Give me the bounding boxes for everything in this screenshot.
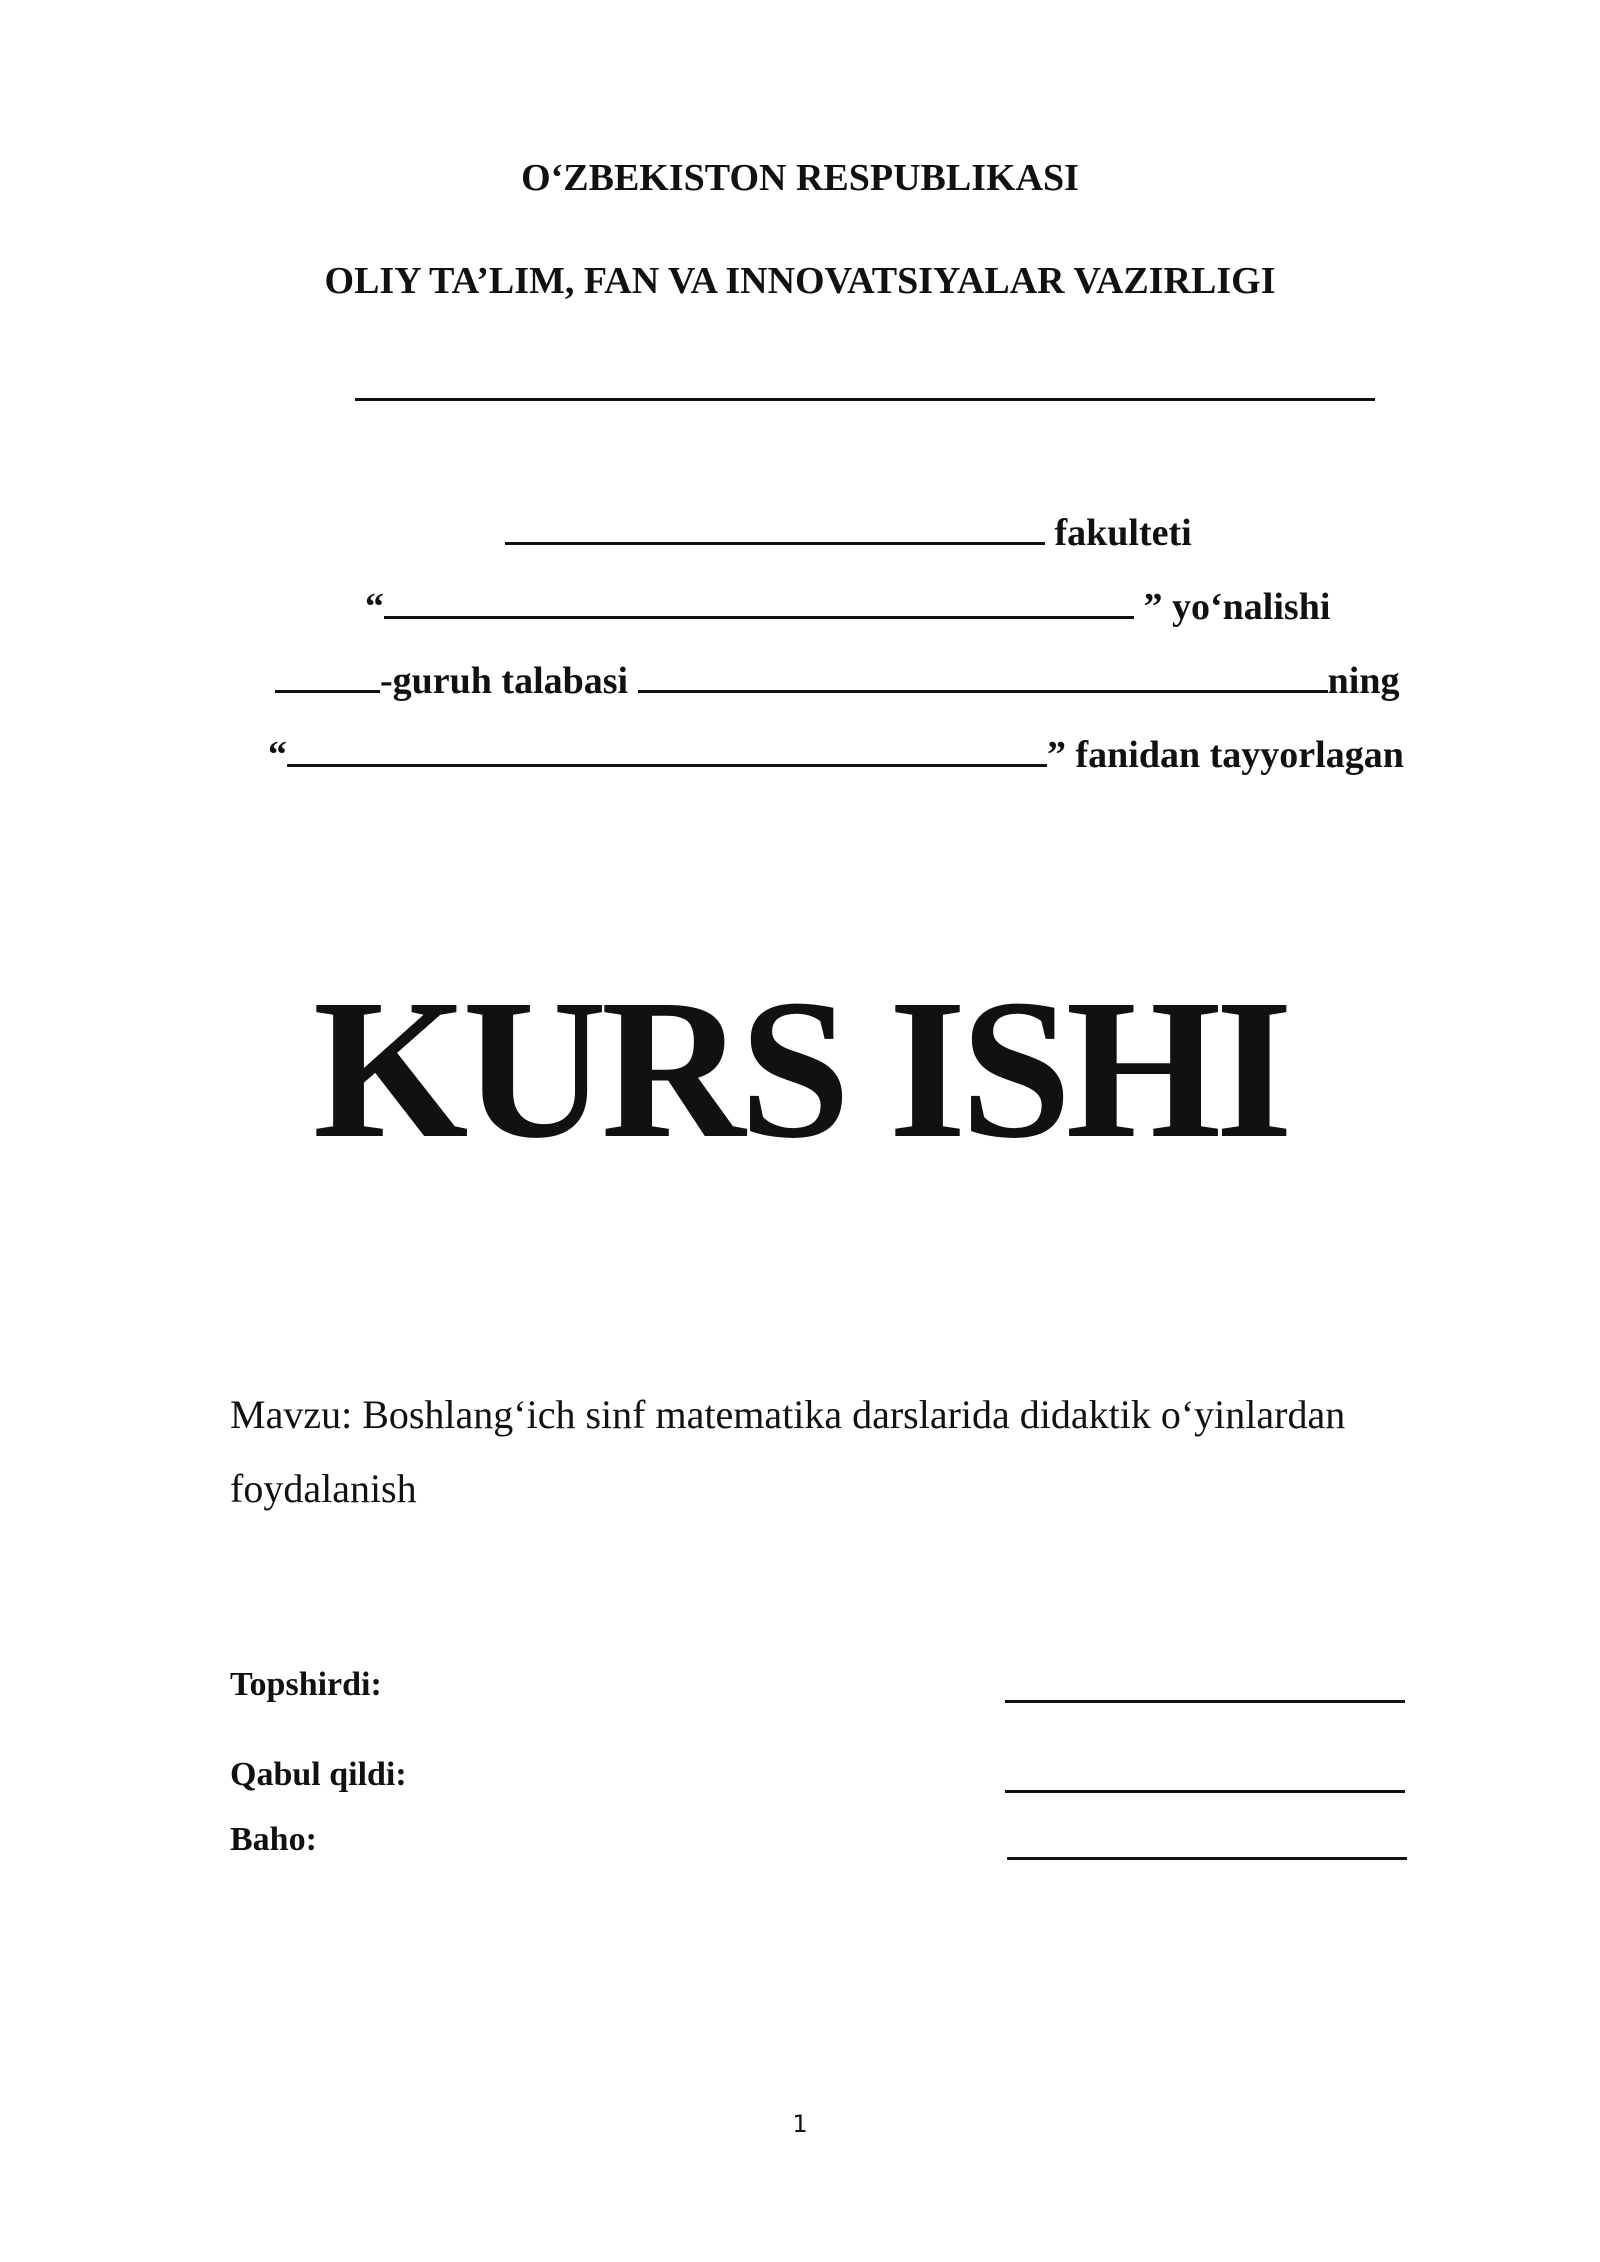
subject-row — [268, 730, 1404, 778]
grade-label: Baho: — [230, 1821, 317, 1858]
direction-blank — [384, 582, 1134, 619]
accepted-signature-line — [1005, 1790, 1405, 1793]
document-title: KURS ISHI — [312, 959, 1288, 1180]
accepted-label: Qabul qildi: — [230, 1756, 407, 1793]
group-blank — [275, 656, 380, 693]
faculty-row — [505, 508, 1192, 556]
group-label: -guruh talabasi — [380, 660, 629, 702]
grade-line — [1007, 1857, 1407, 1860]
faculty-blank — [505, 508, 1045, 545]
header-line-1: O‘ZBEKISTON RESPUBLIKASI — [521, 157, 1079, 199]
topic-line-1: Mavzu: Boshlang‘ich sinf matematika darslarida didaktik o‘yinlardan — [230, 1392, 1346, 1437]
subject-blank — [287, 730, 1047, 767]
subject-open-quote: “ — [268, 734, 287, 776]
page-number: 1 — [792, 2110, 808, 2138]
submitted-label: Topshirdi: — [230, 1666, 382, 1703]
direction-row — [365, 582, 1330, 630]
topic-line-2: foydalanish — [230, 1466, 417, 1511]
student-name-blank — [638, 656, 1328, 693]
student-label: ning — [1327, 660, 1400, 702]
subject-label: ” fanidan tayyorlagan — [1047, 734, 1404, 776]
submitted-signature-line — [1005, 1700, 1405, 1703]
direction-open-quote: “ — [365, 586, 384, 628]
faculty-label: fakulteti — [1054, 512, 1192, 554]
direction-label: ” yo‘nalishi — [1143, 586, 1331, 628]
student-row — [275, 656, 1399, 704]
institution-blank-line — [355, 398, 1375, 401]
header-line-2: OLIY TA’LIM, FAN VA INNOVATSIYALAR VAZIRLIGI — [324, 260, 1276, 302]
